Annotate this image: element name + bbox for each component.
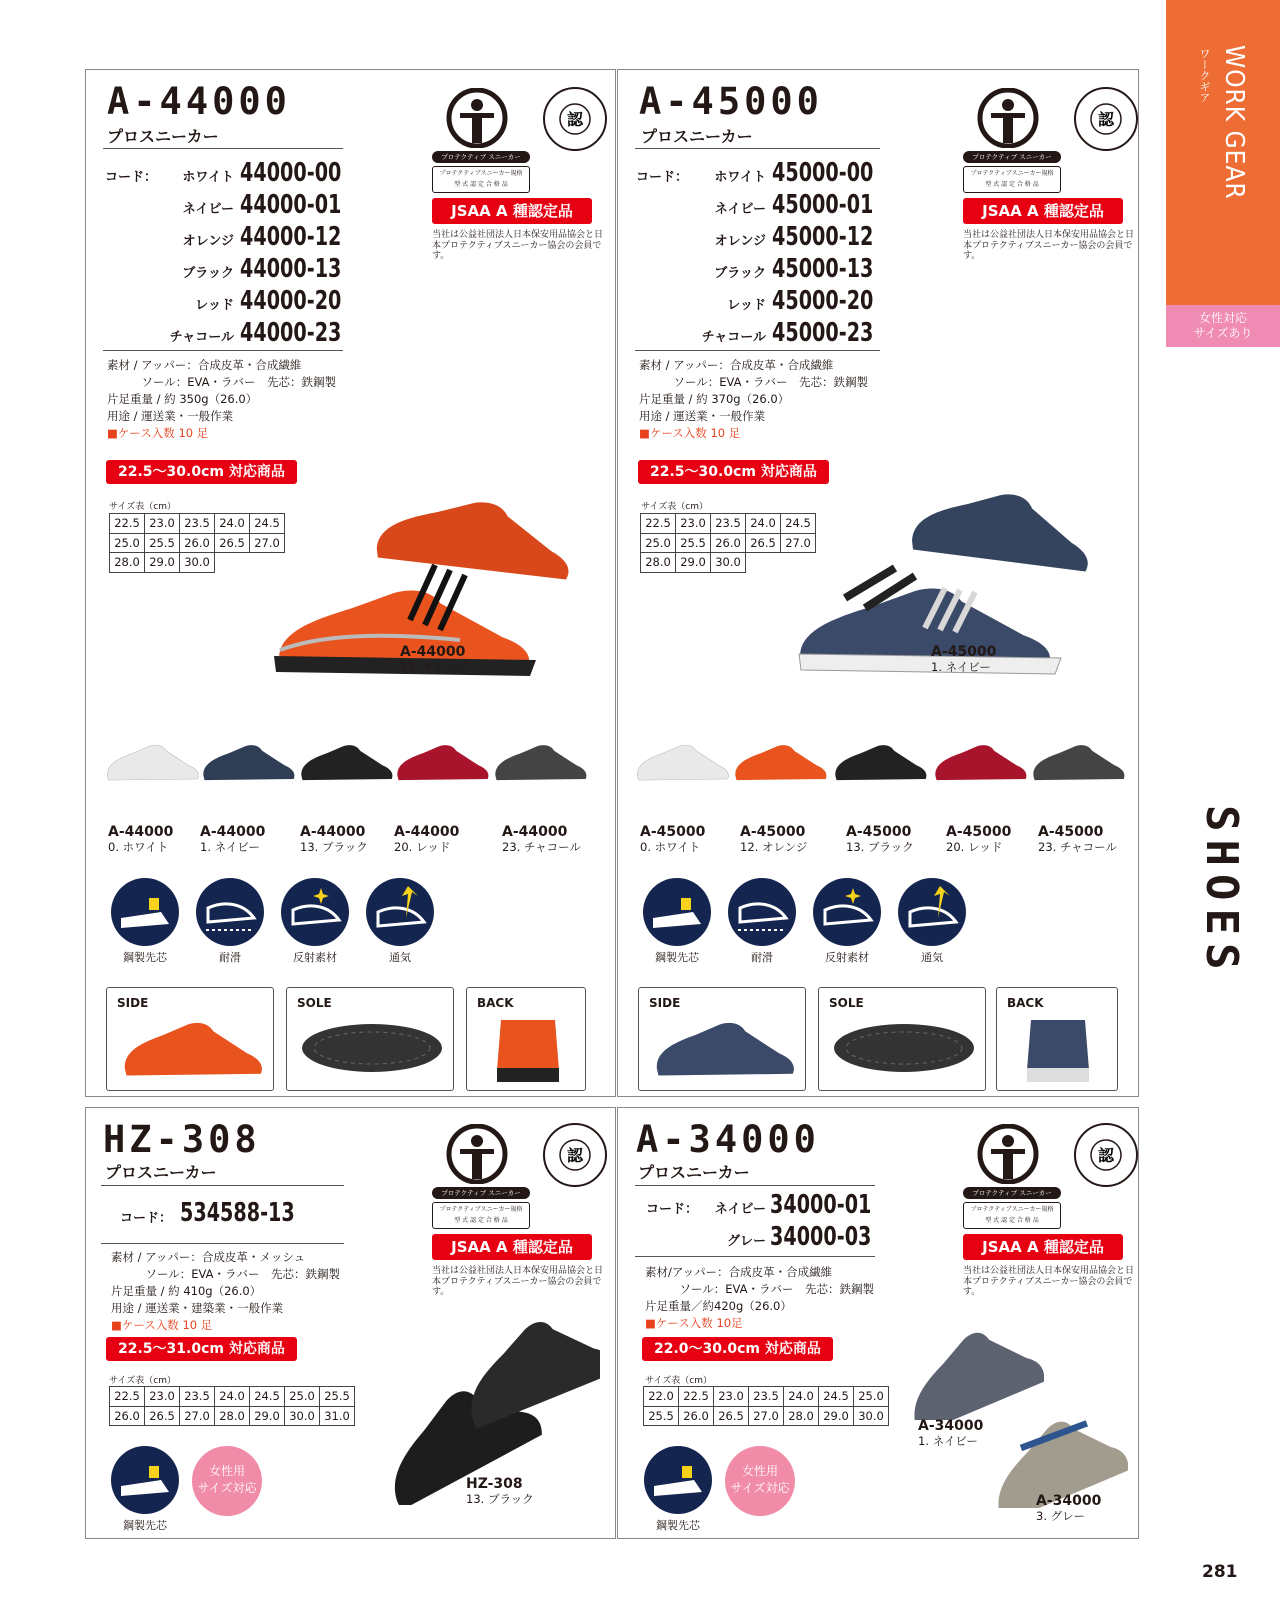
size-range-badge: 22.5～31.0cm 対応商品 — [106, 1337, 297, 1361]
anti-slip-icon — [728, 878, 796, 946]
code-number: 45000-13 — [772, 254, 874, 284]
code-row — [634, 222, 894, 254]
women-size-tab[interactable] — [1166, 305, 1280, 347]
variant-caption: A-45000 0. ホワイト — [640, 824, 706, 854]
code-color: ネイビー — [714, 202, 766, 217]
cert-label: プロテクティブ スニーカー — [432, 151, 530, 163]
category-tab-sublabel: ワークギア — [1198, 48, 1211, 103]
spec-line: ソール：EVA・ラバー 先芯：鉄鋼製 — [111, 1267, 341, 1281]
code-row — [102, 254, 362, 286]
code-prefix: コード： — [120, 1211, 173, 1226]
product-title: A-45000 — [639, 80, 823, 123]
cert-standard-label: プロテクティブスニーカー規格 型 式 認 定 合 格 品 — [963, 1202, 1061, 1229]
cert-note: 当社は公益社団法人日本保安用品協会と日本プロテクティブスニーカー協会の会員です。 — [963, 1266, 1135, 1297]
back-view-image — [493, 1010, 563, 1088]
spec-line: 素材 / アッパー：合成皮革・合成繊維 — [107, 358, 302, 372]
certification-stamp-icon — [542, 1122, 608, 1188]
product-subtitle: プロスニーカー — [638, 1163, 750, 1182]
code-prefix: コード： — [105, 170, 158, 185]
feature-anti-slip: 耐滑 — [727, 878, 797, 965]
jsaa-badge: JSAA A 種認定品 — [432, 1234, 592, 1260]
code-number: 34000-03 — [770, 1222, 872, 1252]
code-number: 44000-23 — [240, 318, 342, 348]
code-color: ホワイト — [182, 170, 234, 185]
cert-label: プロテクティブ スニーカー — [432, 1187, 530, 1199]
variant-image-white — [104, 720, 200, 812]
size-table-title: サイズ表（cm） — [109, 1376, 176, 1386]
code-prefix: コード： — [636, 170, 689, 185]
feature-breathable: 通気 — [897, 878, 967, 965]
spec-line: ソール：EVA・ラバー 先芯：鉄鋼製 — [639, 375, 869, 389]
women-size-tab-label: 女性対応 サイズあり — [1193, 311, 1253, 340]
spec-line: 片足重量 / 約 370g（26.0） — [639, 392, 790, 406]
steel-toe-icon — [644, 1446, 712, 1514]
feature-steel-toe: 鋼製先芯 — [110, 878, 180, 965]
side-view-image — [119, 1016, 265, 1084]
variant-caption: A-45000 12. オレンジ — [740, 824, 808, 854]
protective-sneaker-mark-icon — [442, 1124, 512, 1184]
divider — [635, 1185, 875, 1186]
view-sole: SOLE — [286, 987, 454, 1091]
code-number: 44000-13 — [240, 254, 342, 284]
view-sole: SOLE — [818, 987, 986, 1091]
svg-text:認: 認 — [566, 110, 584, 129]
spec-block — [111, 1249, 340, 1334]
cert-note: 当社は公益社団法人日本保安用品協会と日本プロテクティブスニーカー協会の会員です。 — [432, 230, 604, 261]
spec-line: 用途 / 運送業・一般作業 — [639, 409, 766, 423]
variant-image-navy — [200, 720, 296, 812]
code-number: 45000-12 — [772, 222, 874, 252]
size-table: 22.0 22.5 23.0 23.5 24.0 24.5 25.0 25.5 26.0 26.5 27.0 28.0 29.0 30.0 — [643, 1386, 889, 1426]
view-side: SIDE — [106, 987, 274, 1091]
code-number: 44000-01 — [240, 190, 342, 220]
code-number: 45000-23 — [772, 318, 874, 348]
cert-label: プロテクティブ スニーカー — [963, 1187, 1061, 1199]
spec-line: 用途 / 運送業・一般作業 — [107, 409, 234, 423]
variant-image-orange — [732, 720, 828, 812]
svg-text:認: 認 — [1097, 1146, 1115, 1165]
size-table: 22.5 23.0 23.5 24.0 24.5 25.0 25.5 26.0 26.5 27.0 28.0 29.0 30.0 31.0 — [109, 1386, 355, 1426]
code-color: ネイビー — [714, 1202, 766, 1217]
code-color: レッド — [195, 298, 234, 313]
category-tab-label: WORK GEAR — [1219, 45, 1249, 200]
spec-line: ソール：EVA・ラバー 先芯：鉄鋼製 — [107, 375, 337, 389]
code-number: 45000-20 — [772, 286, 874, 316]
view-back: BACK — [996, 987, 1118, 1091]
reflective-icon — [281, 878, 349, 946]
steel-toe-icon — [643, 878, 711, 946]
anti-slip-icon — [196, 878, 264, 946]
code-color: ホワイト — [714, 170, 766, 185]
cert-note: 当社は公益社団法人日本保安用品協会と日本プロテクティブスニーカー協会の会員です。 — [963, 230, 1135, 261]
code-row — [634, 254, 894, 286]
variant-image-charcoal — [492, 720, 588, 812]
certification-block — [424, 1116, 624, 1297]
variant-image-red — [394, 720, 490, 812]
variant-caption: A-44000 13. ブラック — [300, 824, 368, 854]
variant-image-black — [298, 720, 394, 812]
steel-toe-icon — [111, 1446, 179, 1514]
code-number: 45000-00 — [772, 158, 874, 188]
code-row — [634, 158, 894, 190]
certification-block — [955, 1116, 1155, 1297]
spec-line: 用途 / 運送業・建築業・一般作業 — [111, 1301, 284, 1315]
spec-block — [107, 357, 336, 442]
variant-caption: A-45000 13. ブラック — [846, 824, 914, 854]
code-row — [620, 1222, 880, 1254]
divider — [635, 350, 880, 351]
code-number: 534588-13 — [180, 1198, 295, 1228]
case-quantity: ■ケース入数 10 足 — [639, 426, 741, 440]
product-title: A-44000 — [107, 80, 291, 123]
code-color: チャコール — [169, 330, 234, 345]
variant-image-white — [634, 720, 730, 812]
women-size-badge: 女性用 サイズ対応 — [192, 1446, 262, 1516]
section-label-shoes: SHOES — [1196, 805, 1247, 978]
sole-view-image — [831, 1018, 977, 1078]
certification-stamp-icon — [1073, 1122, 1139, 1188]
code-row — [634, 286, 894, 318]
cert-standard-label: プロテクティブスニーカー規格 型 式 認 定 合 格 品 — [963, 166, 1061, 193]
code-row — [620, 1190, 880, 1222]
code-row — [102, 222, 362, 254]
sole-view-image — [299, 1018, 445, 1078]
code-number: 44000-20 — [240, 286, 342, 316]
product-title: A-34000 — [636, 1118, 820, 1161]
divider — [635, 148, 880, 149]
code-color: ブラック — [182, 266, 234, 281]
code-list — [634, 158, 894, 350]
main-image-caption: A-44000 12. オレンジ — [400, 644, 468, 674]
code-list — [102, 158, 362, 350]
product-image-gray — [988, 1388, 1128, 1508]
reflective-icon — [813, 878, 881, 946]
code-row — [102, 286, 362, 318]
feature-anti-slip: 耐滑 — [195, 878, 265, 965]
product-subtitle: プロスニーカー — [105, 1163, 217, 1182]
variant-image-red — [932, 720, 1028, 812]
code-color: オレンジ — [714, 234, 766, 249]
variant-caption: A-44000 23. チャコール — [502, 824, 581, 854]
size-range-badge: 22.5～30.0cm 対応商品 — [638, 460, 829, 484]
code-color: グレー — [726, 1234, 766, 1249]
variant-caption: A-44000 20. レッド — [394, 824, 460, 854]
code-number: 45000-01 — [772, 190, 874, 220]
feature-reflective: 反射素材 — [812, 878, 882, 965]
code-color: レッド — [727, 298, 766, 313]
spec-line: 片足重量／約420g（26.0） — [645, 1299, 792, 1313]
code-prefix: コード： — [646, 1202, 699, 1217]
size-table: 22.5 23.0 23.5 24.0 24.5 25.0 25.5 26.0 26.5 27.0 28.0 29.0 30.0 — [109, 513, 285, 573]
size-table-title: サイズ表（cm） — [645, 1376, 712, 1386]
code-row — [102, 190, 362, 222]
jsaa-badge: JSAA A 種認定品 — [432, 198, 592, 224]
back-view-image — [1023, 1010, 1093, 1088]
case-quantity: ■ケース入数 10足 — [645, 1316, 743, 1330]
variant-caption: A-45000 20. レッド — [946, 824, 1012, 854]
cert-note: 当社は公益社団法人日本保安用品協会と日本プロテクティブスニーカー協会の会員です。 — [432, 1266, 604, 1297]
spec-line: 片足重量 / 約 410g（26.0） — [111, 1284, 262, 1298]
variant-image-charcoal — [1030, 720, 1126, 812]
code-number: 44000-00 — [240, 158, 342, 188]
women-size-badge: 女性用 サイズ対応 — [725, 1446, 795, 1516]
view-back: BACK — [466, 987, 586, 1091]
breathable-icon — [366, 878, 434, 946]
svg-text:認: 認 — [1097, 110, 1115, 129]
certification-stamp-icon — [542, 86, 608, 152]
view-side: SIDE — [638, 987, 806, 1091]
size-table-title: サイズ表（cm） — [109, 502, 176, 512]
steel-toe-icon — [111, 878, 179, 946]
divider — [635, 1256, 875, 1257]
code-row — [634, 318, 894, 350]
breathable-icon — [898, 878, 966, 946]
cert-label: プロテクティブ スニーカー — [963, 151, 1061, 163]
feature-reflective: 反射素材 — [280, 878, 350, 965]
code-row — [634, 190, 894, 222]
size-range-badge: 22.5～30.0cm 対応商品 — [106, 460, 297, 484]
spec-line: 片足重量 / 約 350g（26.0） — [107, 392, 258, 406]
code-color: チャコール — [701, 330, 766, 345]
protective-sneaker-mark-icon — [973, 1124, 1043, 1184]
image-caption: A-34000 1. ネイビー — [918, 1418, 984, 1448]
size-table-title: サイズ表（cm） — [641, 502, 708, 512]
case-quantity: ■ケース入数 10 足 — [107, 426, 209, 440]
feature-steel-toe: 鋼製先芯 — [642, 878, 712, 965]
variant-caption: A-44000 1. ネイビー — [200, 824, 266, 854]
size-table: 22.5 23.0 23.5 24.0 24.5 25.0 25.5 26.0 26.5 27.0 28.0 29.0 30.0 — [640, 513, 816, 573]
divider — [103, 350, 343, 351]
divider — [101, 1185, 344, 1186]
main-image-caption: HZ-308 13. ブラック — [466, 1476, 534, 1506]
case-quantity: ■ケース入数 10 足 — [111, 1318, 213, 1332]
jsaa-badge: JSAA A 種認定品 — [963, 1234, 1123, 1260]
variant-image-black — [832, 720, 928, 812]
spec-line: 素材/アッパー：合成皮革・合成繊維 — [645, 1265, 833, 1279]
image-caption: A-34000 3. グレー — [1036, 1493, 1102, 1523]
spec-line: 素材 / アッパー：合成皮革・合成繊維 — [639, 358, 834, 372]
code-number: 34000-01 — [770, 1190, 872, 1220]
certification-block — [955, 80, 1155, 261]
protective-sneaker-mark-icon — [442, 88, 512, 148]
feature-steel-toe: 鋼製先芯 — [110, 1446, 180, 1533]
variant-caption: A-45000 23. チャコール — [1038, 824, 1117, 854]
protective-sneaker-mark-icon — [973, 88, 1043, 148]
divider — [101, 1243, 344, 1244]
code-number: 44000-12 — [240, 222, 342, 252]
cert-standard-label: プロテクティブスニーカー規格 型 式 認 定 合 格 品 — [432, 166, 530, 193]
cert-standard-label: プロテクティブスニーカー規格 型 式 認 定 合 格 品 — [432, 1202, 530, 1229]
size-range-badge: 22.0～30.0cm 対応商品 — [642, 1337, 833, 1361]
spec-block — [639, 357, 868, 442]
certification-stamp-icon — [1073, 86, 1139, 152]
main-image-caption: A-45000 1. ネイビー — [931, 644, 997, 674]
product-title: HZ-308 — [103, 1118, 261, 1161]
spec-line: 素材 / アッパー：合成皮革・メッシュ — [111, 1250, 306, 1264]
svg-text:認: 認 — [566, 1146, 584, 1165]
variant-caption: A-44000 0. ホワイト — [108, 824, 174, 854]
side-view-image — [651, 1016, 797, 1084]
certification-block — [424, 80, 624, 261]
spec-block — [645, 1264, 874, 1332]
code-list — [620, 1190, 880, 1254]
code-color: ネイビー — [182, 202, 234, 217]
code-row — [102, 318, 362, 350]
page-number: 281 — [1202, 1562, 1238, 1582]
jsaa-badge: JSAA A 種認定品 — [963, 198, 1123, 224]
feature-steel-toe: 鋼製先芯 — [643, 1446, 713, 1533]
spec-line: ソール：EVA・ラバー 先芯：鉄鋼製 — [645, 1282, 875, 1296]
feature-breathable: 通気 — [365, 878, 435, 965]
product-subtitle: プロスニーカー — [641, 127, 753, 146]
code-color: ブラック — [714, 266, 766, 281]
divider — [103, 148, 343, 149]
code-color: オレンジ — [182, 234, 234, 249]
product-subtitle: プロスニーカー — [107, 127, 219, 146]
code-row — [102, 158, 362, 190]
